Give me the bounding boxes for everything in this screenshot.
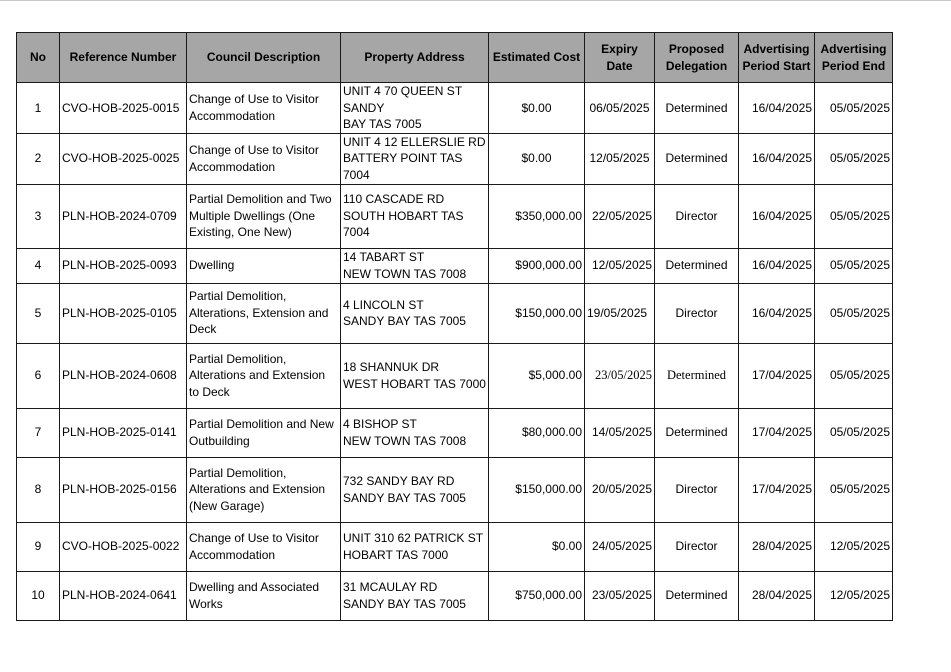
- header-advertising-period-start: Advertising Period Start: [739, 33, 815, 83]
- header-expiry-date: Expiry Date: [585, 33, 655, 83]
- cell-proposed-delegation: Determined: [655, 408, 739, 457]
- cell-property-address: 732 SANDY BAY RD SANDY BAY TAS 7005: [341, 457, 489, 522]
- cell-expiry-date: 12/05/2025: [585, 133, 655, 184]
- table-row: [17, 522, 893, 571]
- cell-reference-number: CVO-HOB-2025-0015: [60, 83, 187, 134]
- cell-no: 3: [17, 184, 60, 248]
- cell-council-description: Dwelling: [187, 248, 341, 283]
- cell-estimated-cost: $750,000.00: [489, 571, 585, 620]
- header-reference-number: Reference Number: [60, 33, 187, 83]
- cell-estimated-cost: $80,000.00: [489, 408, 585, 457]
- table-row: [17, 571, 893, 620]
- cell-advertising-start: 16/04/2025: [739, 184, 815, 248]
- cell-reference-number: PLN-HOB-2024-0641: [60, 571, 187, 620]
- cell-advertising-end: 12/05/2025: [815, 522, 893, 571]
- cell-expiry-date: 14/05/2025: [585, 408, 655, 457]
- cell-property-address: 110 CASCADE RD SOUTH HOBART TAS 7004: [341, 184, 489, 248]
- table-header-row: [17, 33, 893, 83]
- table-row: [17, 133, 893, 184]
- cell-proposed-delegation: Director: [655, 522, 739, 571]
- cell-reference-number: PLN-HOB-2025-0141: [60, 408, 187, 457]
- cell-property-address: 4 BISHOP ST NEW TOWN TAS 7008: [341, 408, 489, 457]
- cell-reference-number: CVO-HOB-2025-0025: [60, 133, 187, 184]
- planning-applications-table: [16, 32, 893, 621]
- table-row: [17, 83, 893, 134]
- table-row: [17, 408, 893, 457]
- cell-estimated-cost: $900,000.00: [489, 248, 585, 283]
- cell-property-address: 18 SHANNUK DR WEST HOBART TAS 7000: [341, 343, 489, 408]
- page-top-rule: [0, 0, 951, 1]
- cell-council-description: Partial Demolition, Alterations and Extension to Deck: [187, 343, 341, 408]
- cell-no: 5: [17, 283, 60, 343]
- cell-no: 1: [17, 83, 60, 134]
- cell-no: 9: [17, 522, 60, 571]
- cell-reference-number: PLN-HOB-2025-0093: [60, 248, 187, 283]
- cell-proposed-delegation: Determined: [655, 133, 739, 184]
- cell-council-description: Partial Demolition and New Outbuilding: [187, 408, 341, 457]
- cell-estimated-cost: $5,000.00: [489, 343, 585, 408]
- cell-reference-number: PLN-HOB-2025-0105: [60, 283, 187, 343]
- cell-advertising-end: 05/05/2025: [815, 343, 893, 408]
- cell-proposed-delegation: Determined: [655, 83, 739, 134]
- cell-advertising-end: 05/05/2025: [815, 408, 893, 457]
- cell-advertising-start: 17/04/2025: [739, 343, 815, 408]
- cell-property-address: UNIT 4 70 QUEEN ST SANDY BAY TAS 7005: [341, 83, 489, 134]
- cell-advertising-end: 12/05/2025: [815, 571, 893, 620]
- header-estimated-cost: Estimated Cost: [489, 33, 585, 83]
- cell-council-description: Partial Demolition and Two Multiple Dwellings (One Existing, One New): [187, 184, 341, 248]
- header-advertising-period-end: Advertising Period End: [815, 33, 893, 83]
- table-row: [17, 283, 893, 343]
- cell-estimated-cost: $150,000.00: [489, 457, 585, 522]
- cell-council-description: Change of Use to Visitor Accommodation: [187, 133, 341, 184]
- cell-advertising-start: 16/04/2025: [739, 83, 815, 134]
- cell-no: 2: [17, 133, 60, 184]
- table-row: [17, 343, 893, 408]
- table-row: [17, 457, 893, 522]
- cell-advertising-end: 05/05/2025: [815, 457, 893, 522]
- cell-advertising-start: 16/04/2025: [739, 283, 815, 343]
- cell-advertising-end: 05/05/2025: [815, 184, 893, 248]
- cell-estimated-cost: $350,000.00: [489, 184, 585, 248]
- cell-advertising-end: 05/05/2025: [815, 248, 893, 283]
- cell-expiry-date: 23/05/2025: [585, 571, 655, 620]
- cell-expiry-date: 24/05/2025: [585, 522, 655, 571]
- cell-advertising-end: 05/05/2025: [815, 83, 893, 134]
- cell-council-description: Dwelling and Associated Works: [187, 571, 341, 620]
- cell-advertising-start: 16/04/2025: [739, 248, 815, 283]
- cell-expiry-date: 23/05/2025: [585, 343, 655, 408]
- cell-estimated-cost: $0.00: [489, 133, 585, 184]
- cell-proposed-delegation: Director: [655, 283, 739, 343]
- cell-property-address: UNIT 4 12 ELLERSLIE RD BATTERY POINT TAS 7004: [341, 133, 489, 184]
- cell-council-description: Change of Use to Visitor Accommodation: [187, 83, 341, 134]
- cell-reference-number: PLN-HOB-2024-0709: [60, 184, 187, 248]
- cell-property-address: 4 LINCOLN ST SANDY BAY TAS 7005: [341, 283, 489, 343]
- cell-reference-number: PLN-HOB-2025-0156: [60, 457, 187, 522]
- cell-no: 7: [17, 408, 60, 457]
- cell-advertising-start: 28/04/2025: [739, 571, 815, 620]
- cell-proposed-delegation: Director: [655, 457, 739, 522]
- header-council-description: Council Description: [187, 33, 341, 83]
- table-row: [17, 184, 893, 248]
- cell-expiry-date: 06/05/2025: [585, 83, 655, 134]
- cell-expiry-date: 19/05/2025: [585, 283, 655, 343]
- cell-no: 8: [17, 457, 60, 522]
- cell-no: 6: [17, 343, 60, 408]
- cell-estimated-cost: $150,000.00: [489, 283, 585, 343]
- header-property-address: Property Address: [341, 33, 489, 83]
- cell-council-description: Partial Demolition, Alterations and Extension (New Garage): [187, 457, 341, 522]
- cell-property-address: 14 TABART ST NEW TOWN TAS 7008: [341, 248, 489, 283]
- cell-advertising-start: 17/04/2025: [739, 457, 815, 522]
- cell-advertising-end: 05/05/2025: [815, 133, 893, 184]
- cell-advertising-start: 16/04/2025: [739, 133, 815, 184]
- header-proposed-delegation: Proposed Delegation: [655, 33, 739, 83]
- cell-council-description: Change of Use to Visitor Accommodation: [187, 522, 341, 571]
- cell-no: 10: [17, 571, 60, 620]
- cell-expiry-date: 20/05/2025: [585, 457, 655, 522]
- cell-property-address: 31 MCAULAY RD SANDY BAY TAS 7005: [341, 571, 489, 620]
- cell-expiry-date: 12/05/2025: [585, 248, 655, 283]
- cell-proposed-delegation: Determined: [655, 571, 739, 620]
- header-no: No: [17, 33, 60, 83]
- cell-estimated-cost: $0.00: [489, 522, 585, 571]
- cell-advertising-end: 05/05/2025: [815, 283, 893, 343]
- cell-advertising-start: 28/04/2025: [739, 522, 815, 571]
- cell-reference-number: CVO-HOB-2025-0022: [60, 522, 187, 571]
- cell-proposed-delegation: Director: [655, 184, 739, 248]
- cell-no: 4: [17, 248, 60, 283]
- cell-expiry-date: 22/05/2025: [585, 184, 655, 248]
- cell-estimated-cost: $0.00: [489, 83, 585, 134]
- cell-council-description: Partial Demolition, Alterations, Extension and Deck: [187, 283, 341, 343]
- cell-advertising-start: 17/04/2025: [739, 408, 815, 457]
- table-row: [17, 248, 893, 283]
- cell-proposed-delegation: Determined: [655, 248, 739, 283]
- cell-proposed-delegation: Determined: [655, 343, 739, 408]
- cell-reference-number: PLN-HOB-2024-0608: [60, 343, 187, 408]
- cell-property-address: UNIT 310 62 PATRICK ST HOBART TAS 7000: [341, 522, 489, 571]
